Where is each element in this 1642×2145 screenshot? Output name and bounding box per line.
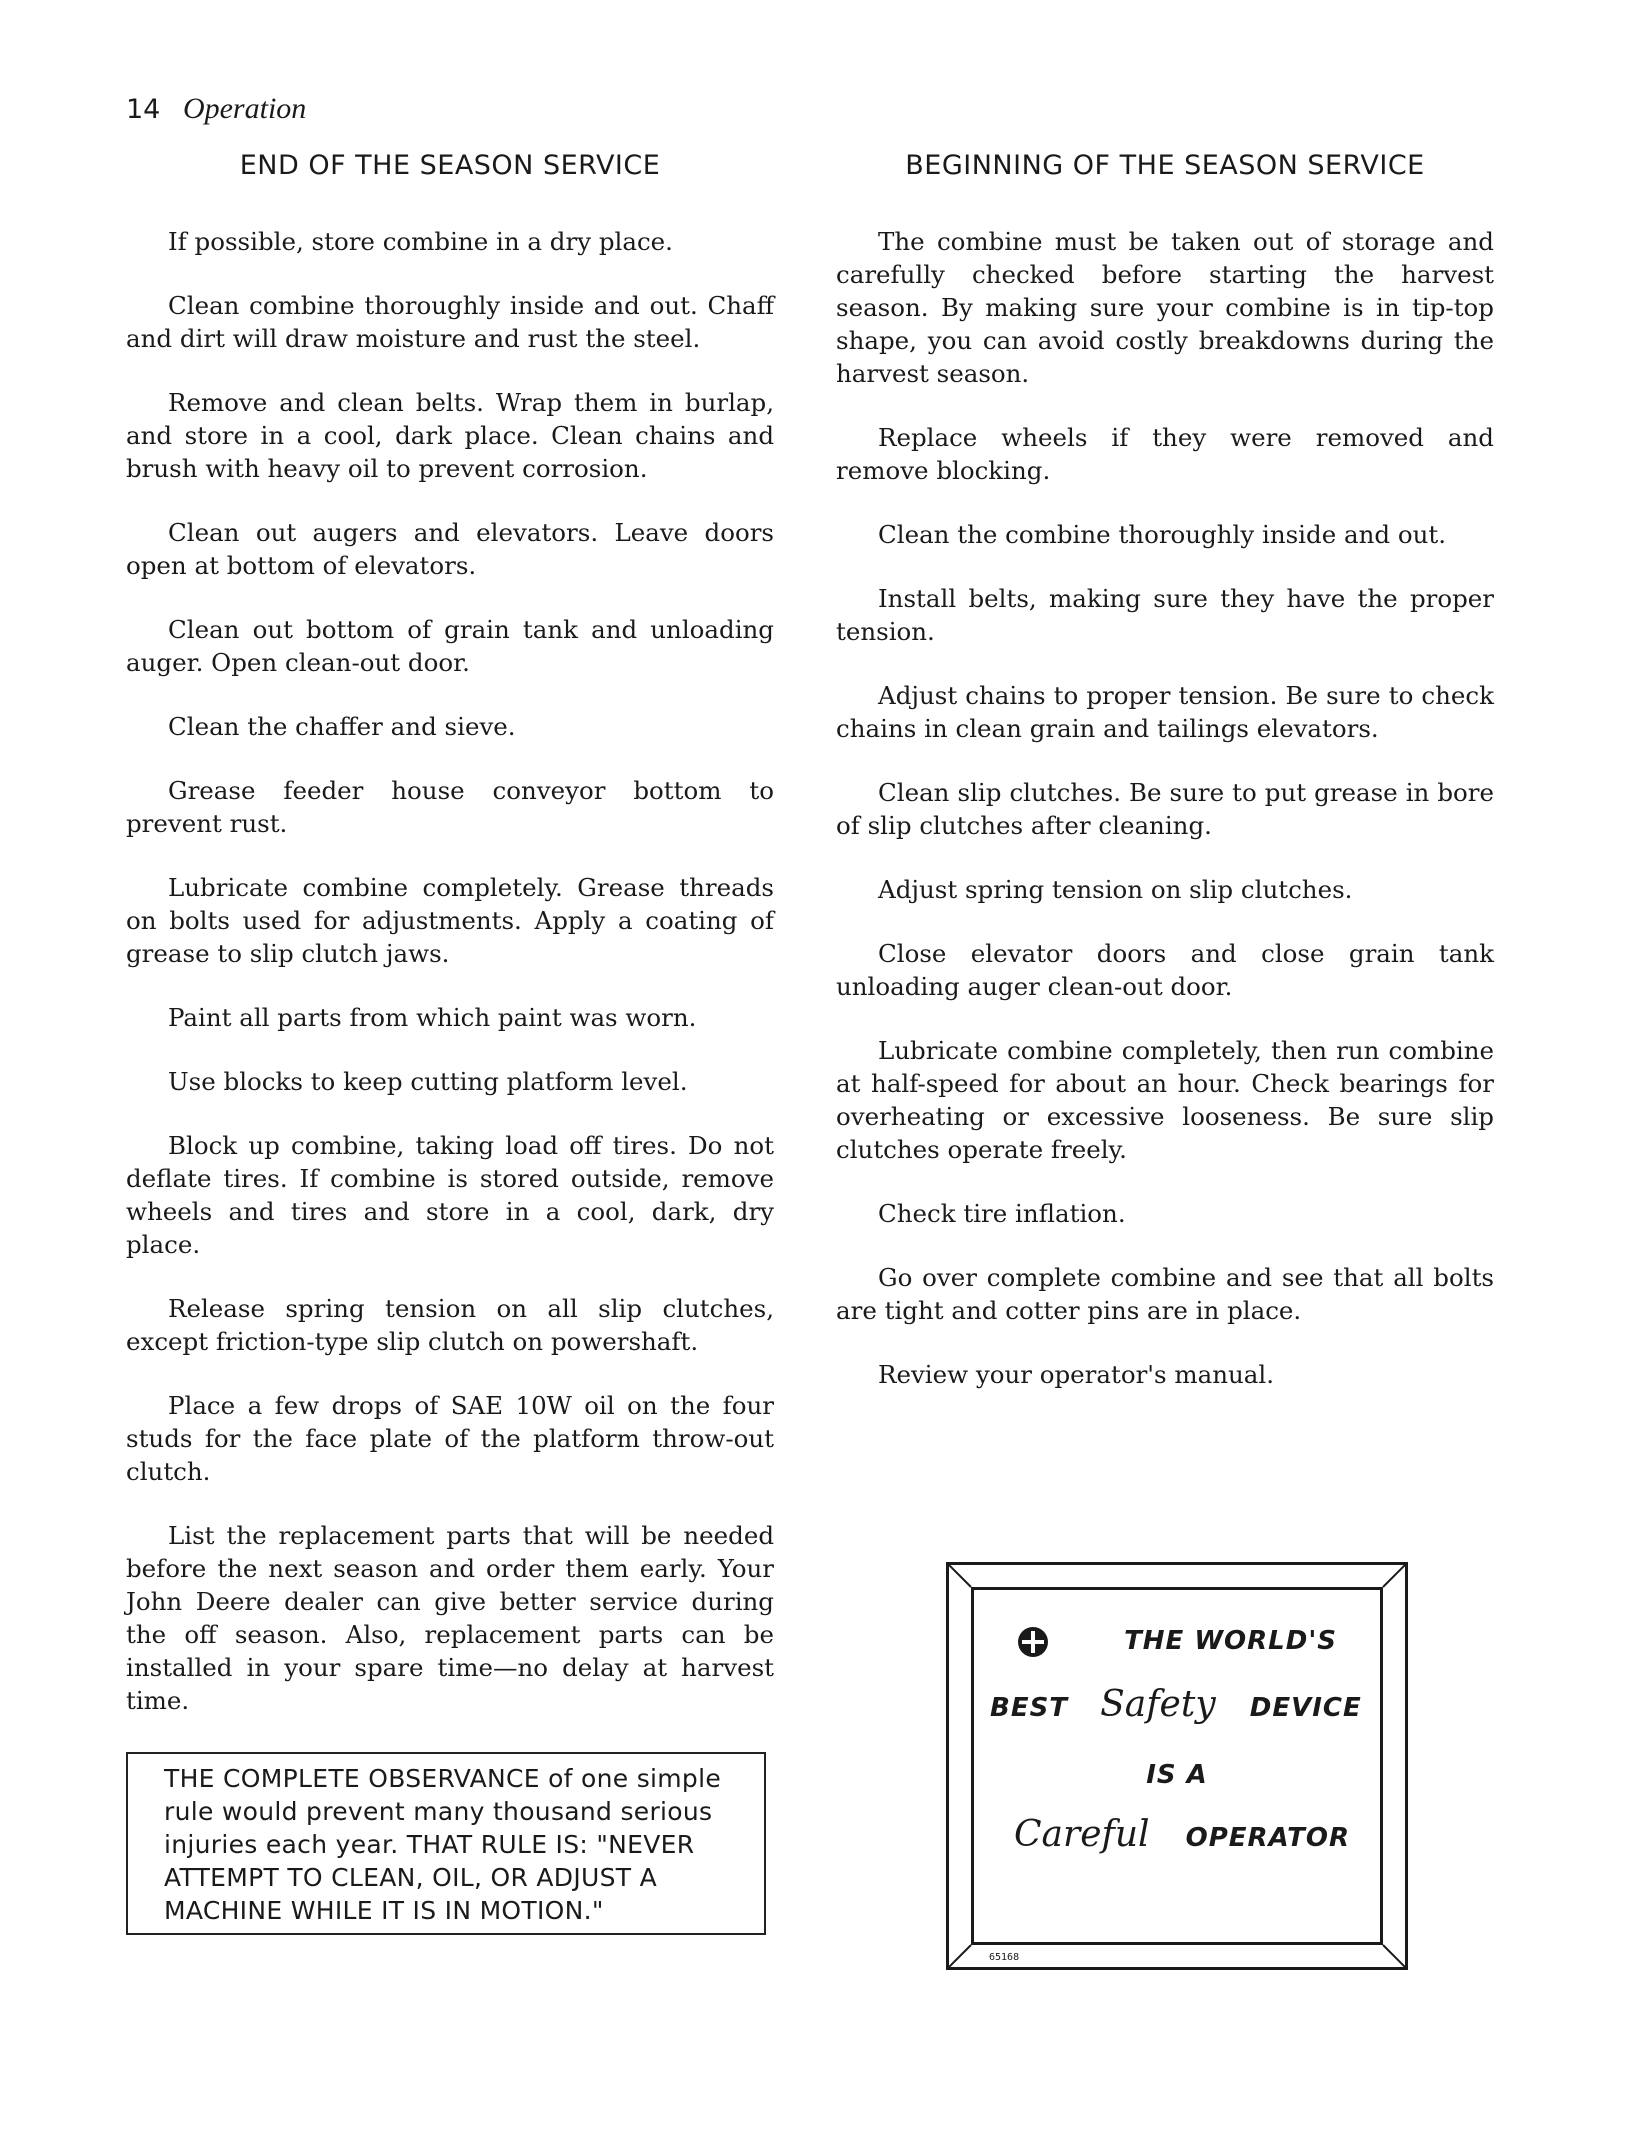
right-paragraph: The combine must be taken out of storage and carefully checked before starting the harvest season. By making sure your combine is in tip-top shape, you can avoid costly breakdowns during the harvest season. (836, 227, 1494, 388)
left-paragraph: Clean the chaffer and sieve. (168, 712, 516, 741)
cross-emblem-icon (1018, 1627, 1048, 1657)
left-paragraph: Grease feeder house conveyor bottom to prevent rust. (126, 776, 774, 838)
left-paragraph: Lubricate combine completely. Grease threads on bolts used for adjustments. Apply a coating of grease to slip clutch jaws. (126, 873, 774, 968)
right-paragraph: Check tire inflation. (878, 1199, 1126, 1228)
right-paragraph: Clean slip clutches. Be sure to put grease in bore of slip clutches after cleaning. (836, 778, 1494, 840)
left-paragraph: Release spring tension on all slip clutches, except friction-type slip clutch on powershaft. (126, 1294, 774, 1356)
poster-line-1: THE WORLD'S (974, 1626, 1380, 1657)
poster-code: 65168 (989, 1952, 1020, 1963)
right-paragraph: Adjust spring tension on slip clutches. (878, 875, 1353, 904)
left-paragraph: Clean combine thoroughly inside and out. Chaff and dirt will draw moisture and rust the steel. (126, 291, 774, 353)
page-number: 14 (126, 94, 161, 125)
poster-line-3: IS A (1146, 1760, 1208, 1790)
left-column-heading: END OF THE SEASON SERVICE (239, 150, 661, 181)
right-paragraph: Lubricate combine completely, then run combine at half-speed for about an hour. Check bearings for overheating or excessive looseness. Be sure slip clutches operate freely. (836, 1036, 1494, 1164)
poster-line-4: Careful OPERATOR (1014, 1814, 1351, 1855)
page-header (126, 92, 306, 126)
right-paragraph: Clean the combine thoroughly inside and out. (878, 520, 1447, 549)
right-column-heading: BEGINNING OF THE SEASON SERVICE (905, 150, 1425, 181)
left-paragraph: If possible, store combine in a dry place. (168, 227, 673, 256)
poster-inner-panel (971, 1587, 1383, 1945)
left-paragraph: Block up combine, taking load off tires. Do not deflate tires. If combine is stored outside, remove wheels and tires and store in a cool, dark, dry place. (126, 1131, 774, 1259)
right-paragraph: Replace wheels if they were removed and remove blocking. (836, 423, 1494, 485)
left-paragraph: Clean out bottom of grain tank and unloading auger. Open clean-out door. (126, 615, 774, 677)
left-paragraph: List the replacement parts that will be needed before the next season and order them early. Your John Deere dealer can give better service during the off season. Also, replacement parts can be installed in your spare time—no delay at harvest time. (126, 1521, 774, 1715)
left-paragraph: Remove and clean belts. Wrap them in burlap, and store in a cool, dark place. Clean chains and brush with heavy oil to prevent corrosion. (126, 388, 774, 483)
safety-poster (946, 1562, 1408, 1970)
right-column (836, 150, 1494, 1422)
right-paragraph: Review your operator's manual. (878, 1360, 1275, 1389)
left-paragraph: Place a few drops of SAE 10W oil on the four studs for the face plate of the platform throw-out clutch. (126, 1391, 774, 1486)
safety-rule-box: THE COMPLETE OBSERVANCE of one simple rule would prevent many thousand serious injuries each year. THAT RULE IS: "NEVER ATTEMPT TO CLEAN, OIL, OR ADJUST A MACHINE WHILE IT IS IN MOTION." (126, 1752, 766, 1935)
right-paragraph: Close elevator doors and close grain tank unloading auger clean-out door. (836, 939, 1494, 1001)
right-paragraph: Adjust chains to proper tension. Be sure to check chains in clean grain and tailings elevators. (836, 681, 1494, 743)
poster-line-2: BEST Safety DEVICE (990, 1684, 1362, 1725)
right-paragraph: Install belts, making sure they have the proper tension. (836, 584, 1494, 646)
left-paragraph: Use blocks to keep cutting platform level. (168, 1067, 688, 1096)
section-title: Operation (182, 92, 307, 125)
left-paragraph: Clean out augers and elevators. Leave doors open at bottom of elevators. (126, 518, 774, 580)
left-paragraph: Paint all parts from which paint was worn. (168, 1003, 697, 1032)
right-paragraph: Go over complete combine and see that all bolts are tight and cotter pins are in place. (836, 1263, 1494, 1325)
left-column (126, 150, 774, 1717)
